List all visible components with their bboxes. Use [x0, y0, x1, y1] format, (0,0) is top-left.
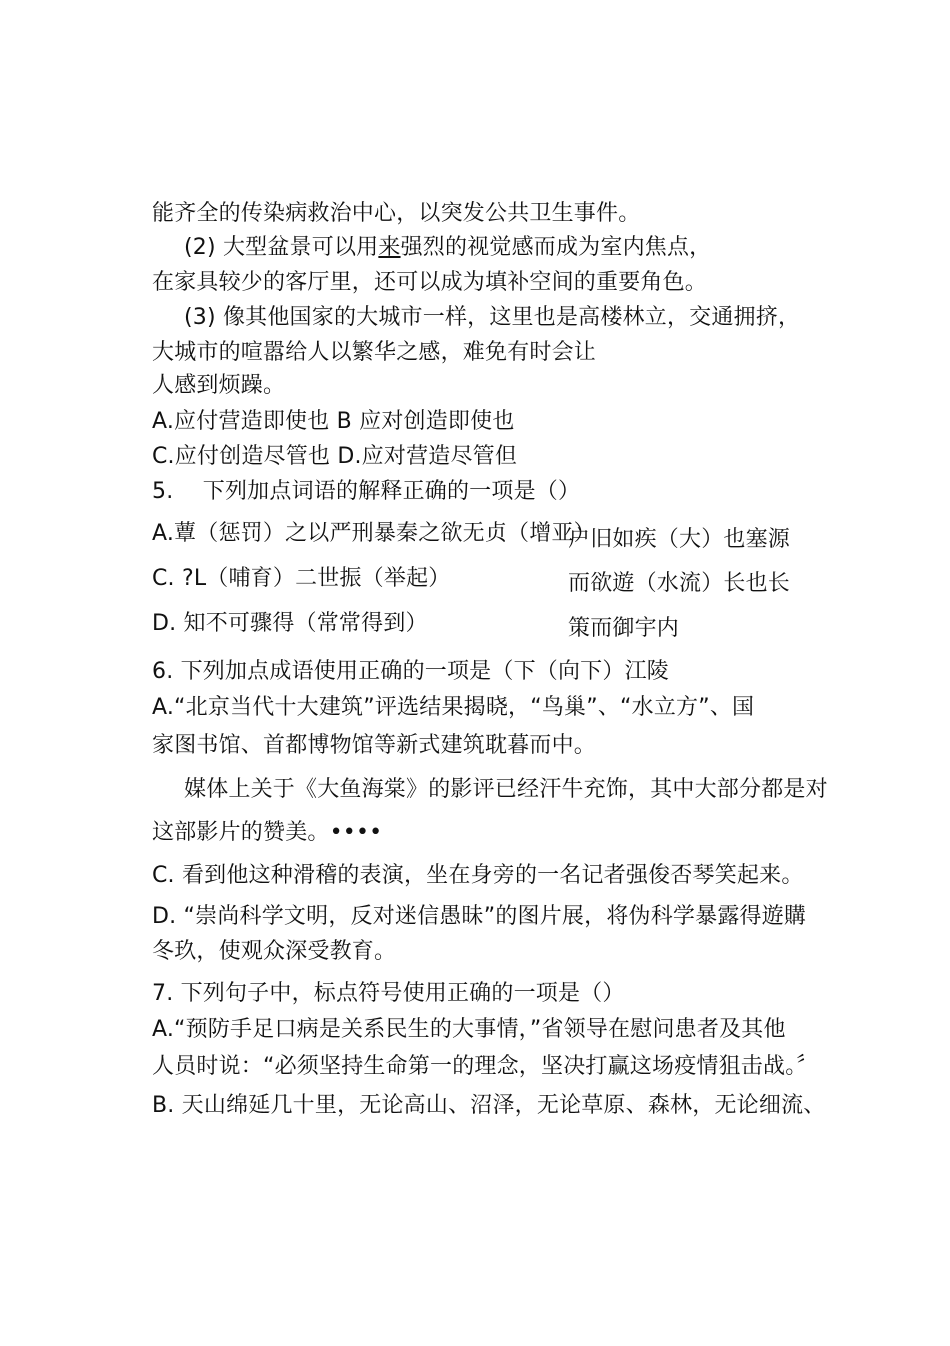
q6-option-a: A.“北京当代十大建筑”评选结果揭晓，“鸟巢”、“水立方”、国 [152, 695, 755, 720]
q5-side-text: 户旧如疾（大）也塞源 [568, 527, 791, 552]
answer-options-ab: A.应付营造即使也 B 应对创造即使也 [152, 409, 515, 434]
underlined-blank: 来 [378, 235, 401, 260]
question-item-3: (3) 像其他国家的大城市一样，这里也是高楼林立，交通拥挤， [184, 305, 801, 330]
question-item-2 [184, 234, 711, 262]
q6-option-c: C. 看到他这种滑稽的表演，坐在身旁的一名记者强俊否琴笑起来。 [152, 863, 804, 888]
text-line: 能齐全的传染病救治中心，以突发公共卫生事件。 [152, 201, 641, 226]
text-line: 大城市的喧嚣给人以繁华之感，难免有时会让 [152, 340, 597, 365]
text-segment: (2) 大型盆景可以用 [184, 235, 379, 260]
q7-option-a: A.“预防手足口病是关系民生的大事情，”省领导在慰问患者及其他 [152, 1017, 786, 1042]
text-line: 这部影片的赞美。•••• [152, 820, 383, 845]
q5-side-text: 而欲遊（水流）长也长 [568, 571, 791, 596]
q5-option-c: C. ?L（哺育）二世振（举起） [152, 566, 451, 591]
question-6-heading: 6. 下列加点成语使用正确的一项是（下（向下）江陵 [152, 659, 669, 684]
q7-option-b: B. 天山绵延几十里，无论高山、沼泽，无论草原、森林，无论细流、 [152, 1093, 826, 1118]
text-segment: 强烈的视觉感而成为室内焦点， [400, 235, 712, 260]
q5-option-d: D. 知不可骤得（常常得到） [152, 611, 428, 636]
question-7-heading: 7. 下列句子中，标点符号使用正确的一项是（） [152, 981, 625, 1006]
q5-side-text: 策而御宇内 [568, 616, 680, 641]
text-line: 人感到烦躁。 [152, 373, 286, 398]
text-line: 人员时说：“必须坚持生命第一的理念，坚决打赢这场疫情狙击战。〞 [152, 1054, 819, 1079]
text-line: 在家具较少的客厅里，还可以成为填补空间的重要角色。 [152, 270, 708, 295]
q6-option-d: D. “崇尚科学文明，反对迷信愚昧”的图片展，将伪科学暴露得遊購 [152, 904, 807, 929]
q5-option-a: A.蕈（惩罚）之以严刑暴秦之欲无贞（增亚） [152, 521, 596, 546]
question-5-heading: 5. 下列加点词语的解释正确的一项是（） [152, 479, 581, 504]
q6-option-b: 媒体上关于《大鱼海棠》的影评已经汗牛充饰，其中大部分都是对 [184, 777, 828, 802]
text-line: 冬玖，使观众深受教育。 [152, 939, 397, 964]
answer-options-cd: C.应付创造尽管也 D.应对营造尽管但 [152, 444, 518, 469]
text-line: 家图书馆、首都博物馆等新式建筑耽暮而中。 [152, 733, 597, 758]
